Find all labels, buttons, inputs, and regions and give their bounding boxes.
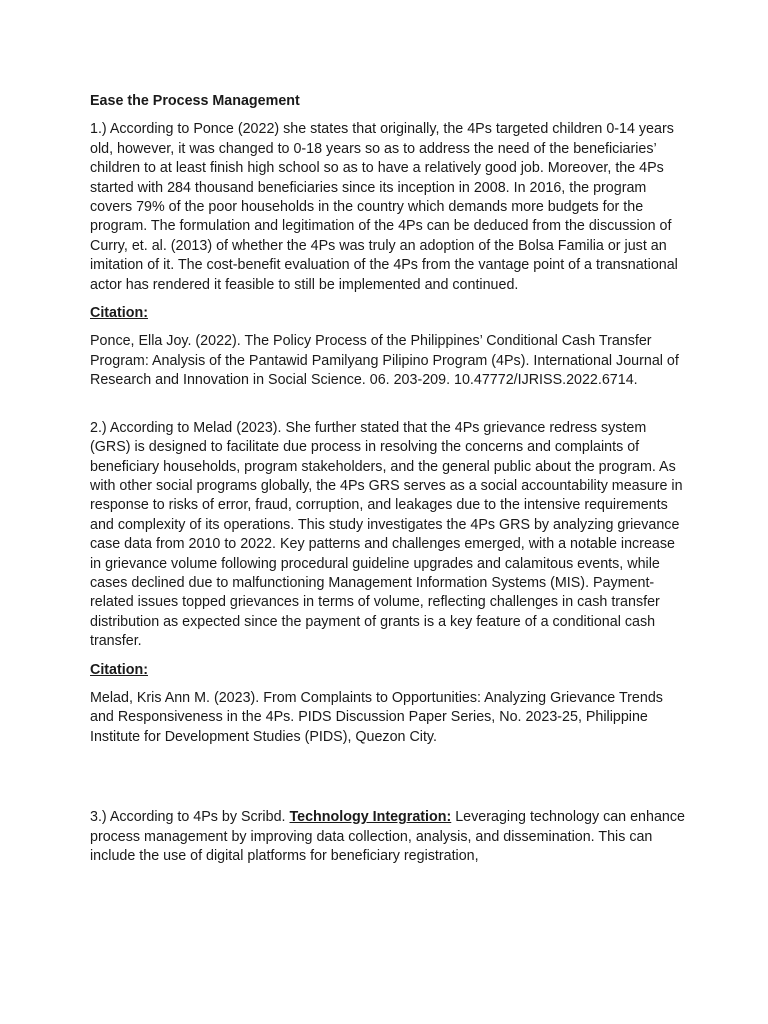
- section-3-label: Technology Integration:: [289, 809, 452, 826]
- section-1-citation-text: Ponce, Ella Joy. (2022). The Policy Process of the Philippines’ Conditional Cash Transfer Program: Analysis of the Pantawid Pamilyang Pilipino Program (4Ps). International Journal of Research and Innovation in Social Science. 06. 203-209. 10.47772/IJRISS.2022.6714.: [90, 333, 679, 389]
- spacer: [90, 391, 686, 419]
- section-2-citation-label: Citation:: [90, 661, 148, 678]
- section-1-number: 1.): [90, 121, 107, 138]
- document-heading: Ease the Process Management: [90, 93, 300, 109]
- section-3-paragraph: [90, 808, 686, 866]
- section-1-citation-label: Citation:: [90, 305, 148, 322]
- section-1-body: According to Ponce (2022) she states that originally, the 4Ps targeted children 0-14 years old, however, it was changed to 0-18 years so as to address the need of the beneficiaries’ children to at least finish high school so as to have a relatively good job. Moreover, the 4Ps started with 284 thousand beneficiaries since its inception in 2008. In 2016, the program covers 79% of the poor households in the country which demands more budgets for the program. The formulation and legitimation of the 4Ps can be deduced from the discussion of Curry, et. al. (2013) of whether the 4Ps was truly an adoption of the Bolsa Familia or just an imitation of it. The cost-benefit evaluation of the 4Ps from the vantage point of a transnational actor has rendered it feasible to still be implemented and continued.: [90, 121, 678, 293]
- section-2-citation-text: Melad, Kris Ann M. (2023). From Complaints to Opportunities: Analyzing Grievance Trends and Responsiveness in the 4Ps. PIDS Discussion Paper Series, No. 2023-25, Philippine Institute for Development Studies (PIDS), Quezon City.: [90, 689, 663, 745]
- section-1-paragraph: [90, 120, 686, 295]
- document-page: [90, 92, 686, 866]
- section-2-paragraph: 2.) According to Melad (2023). She further stated that the 4Ps grievance redress system (GRS) is designed to facilitate due process in resolving the concerns and complaints of beneficiary households, program stakeholders, and the general public about the program. As with other social programs globally, the 4Ps GRS serves as a social accountability measure in response to risks of error, fraud, corruption, and leakages due to the intensive requirements and complexity of its operations. This study investigates the 4Ps GRS by analyzing grievance case data from 2010 to 2022. Key patterns and challenges emerged, with a notable increase in grievance volume following procedural guideline upgrades and calamitous events, while cases declined due to malfunctioning Management Information Systems (MIS). Payment-related issues topped grievances in terms of volume, reflecting challenges in cash transfer distribution as expected since the payment of grants is a key feature of a conditional cash transfer.: [90, 419, 683, 650]
- section-3-intro: 3.) According to 4Ps by Scribd.: [90, 809, 286, 826]
- section-3-body: Leveraging technology can enhance process management by improving data collection, analysis, and dissemination. This can include the use of digital platforms for beneficiary registration,: [90, 809, 685, 864]
- spacer: [90, 747, 686, 808]
